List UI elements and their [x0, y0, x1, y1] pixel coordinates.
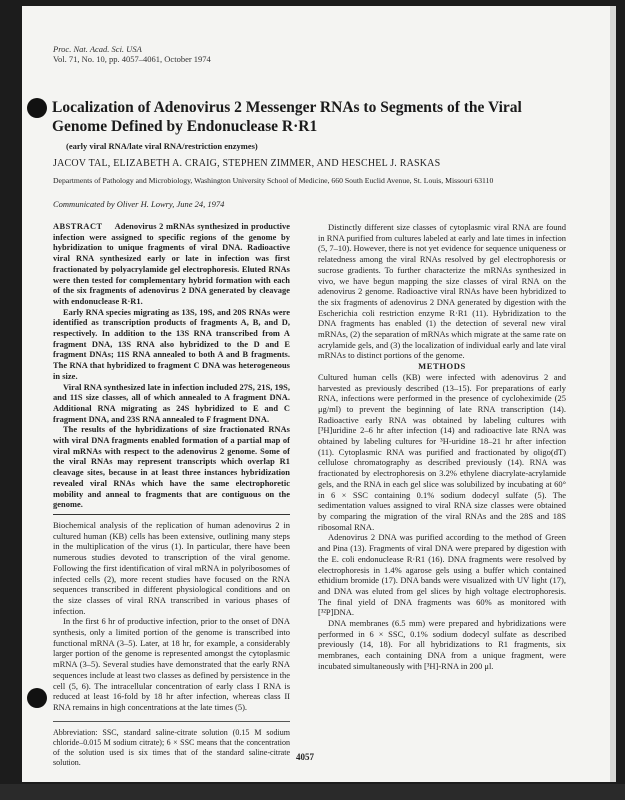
- methods-paragraph: Adenovirus 2 DNA was purified according to the method of Green and Pina (13). Fragments of viral DNA were prepared by digestion with the E. coli endonuclease R·R1 (16). DNA fragments were resolved by electrophoresis in 1.4% agarose gels using a buffer which contained ethidium bromide (17). DNA bands were visualized with UV light (17), and DNA was eluted from gel slices by high voltage electrophoresis. The final yield of DNA fragments was 60% as monitored with [³²P]DNA.: [318, 532, 566, 618]
- paper-title: Localization of Adenovirus 2 Messenger RNAs to Segments of the Viral Genome Defined by Endonuclease R·R1: [52, 99, 522, 135]
- punch-hole: [27, 688, 47, 708]
- left-column: [53, 222, 290, 768]
- punch-hole: [27, 98, 47, 118]
- abstract-divider: [53, 514, 290, 515]
- body-paragraph: Distinctly different size classes of cytoplasmic viral RNA are found in RNA purified from cultures labeled at early and late times in infection (5, 7–10). However, there is not yet evidence for sequence uniqueness or relatedness among the viral RNAs resolved by gel electrophoresis or sucrose gradients. To further characterize the mRNAs synthesized in vivo, we have begun mapping the size classes of viral RNA on the adenovirus 2 genome. Radioactive viral RNAs have been hybridized to the six fragments of adenovirus 2 DNA generated by digestion with the Escherichia coli restriction enzyme R·R1 (11). Hybridization to the DNA fragments has enabled (1) the detection of several new viral mRNAs, (2) the separation of mRNAs which migrate at the same rate on acrylamide gels, and (3) the localization of individual early and late viral mRNAs to distinct portions of the genome.: [318, 222, 566, 361]
- authors: JACOV TAL, ELIZABETH A. CRAIG, STEPHEN ZIMMER, AND HESCHEL J. RASKAS: [53, 158, 441, 169]
- body-paragraph: In the first 6 hr of productive infection, prior to the onset of DNA synthesis, only a limited portion of the genome is transcribed into functional mRNA (3–5). Later, at 18 hr, for example, a considerably larger portion of the genome is represented amongst the cytoplasmic mRNA (3–5). Several studies have demonstrated that the early RNA sequences include at least two classes as defined by persistence in the cell (5, 6). The intracellular concentration of early class I RNA is reduced at least 16-fold by 18 hr after infection, whereas class II RNA remains in high concentrations at the late times (5).: [53, 616, 290, 712]
- keywords: (early viral RNA/late viral RNA/restriction enzymes): [66, 141, 258, 151]
- methods-paragraph: Cultured human cells (KB) were infected with adenovirus 2 and harvested as previously described (13–15). For preparations of early RNA, infections were performed in the presence of cycloheximide (25 μg/ml) to prevent the beginning of late RNA transcription (14). Radioactive early RNA was obtained by labeling cultures with [³H]uridine 2–6 hr after infection (14) and radioactive late RNA was obtained by labeling cultures for ³H-uridine 18–21 hr after infection (11). Cytoplasmic RNA was purified and fractionated by oligo(dT) cellulose chromatography as described previously (14). RNA was fractionated by electrophoresis on 3.2% ethylene diacrylate-acrylamide gels, and the RNA in each gel slice was solubilized by incubating at 60° in 6 × SSC containing 0.1% sodium dodecyl sulfate (5). The sedimentation values assigned to viral RNA size classes were obtained by comparing the migration of the viral RNAs and the 28S and 18S ribosomal RNA.: [318, 371, 566, 532]
- abstract-paragraph: Viral RNA synthesized late in infection included 27S, 21S, 19S, and 11S size classes, all of which annealed to A fragment DNA. Additional RNA migrating as 24S hybridized to E and C fragment DNA, and 23S RNA annealed to F fragment DNA.: [53, 382, 290, 424]
- body-paragraph: Biochemical analysis of the replication of human adenovirus 2 in cultured human (KB) cells has been extensive, outlining many steps in the multiplication of the virus (1). In particular, there have been numerous studies devoted to transcription of the viral genome. Following the first identification of viral mRNA in polyribosomes of infected cells (2), more recent studies have focused on the RNA sequences transcribed in different physiological conditions and on the size classes of viral RNA transcribed in various phases of infection.: [53, 519, 290, 616]
- right-column: [318, 222, 566, 672]
- page-number: 4057: [296, 752, 314, 762]
- communicated-by: Communicated by Oliver H. Lowry, June 24, 1974: [53, 199, 225, 209]
- section-heading-methods: METHODS: [418, 361, 466, 372]
- abstract-paragraph: The results of the hybridizations of size fractionated RNAs with viral DNA fragments enabled formation of a partial map of viral mRNAs with respect to the adenovirus 2 genome. Some of the viral RNAs may represent transcripts which overlap R1 cleavage sites, because in at least three instances hybridization revealed viral RNAs which have the same electrophoretic mobility and anneal to fragments that are contiguous on the genome.: [53, 425, 290, 510]
- journal-volume: Vol. 71, No. 10, pp. 4057–4061, October 1974: [53, 54, 211, 64]
- footnote-divider: [53, 721, 290, 722]
- abstract: [53, 222, 290, 511]
- methods-paragraph: DNA membranes (6.5 mm) were prepared and hybridizations were performed in 6 × SSC, 0.1% sodium dodecyl sulfate as described previously (14, 18). For all hybridizations to R1 fragments, six membranes, each containing DNA from a unique fragment, were incubated simultaneously with [³H]-RNA in 200 μl.: [318, 618, 566, 671]
- abstract-paragraph: Adenovirus 2 mRNAs synthesized in productive infection were assigned to specific regions of the genome by hybridization to unique fragments of viral DNA. Radioactive viral RNA synthesized early or late in infection was first fractionated by polyacrylamide gel electrophoresis. Eluted RNAs were then tested for complementary hybrid formation with each of the six fragments of adenovirus 2 DNA generated by cleavage with endonuclease R·R1.: [53, 222, 290, 306]
- journal-name: Proc. Nat. Acad. Sci. USA: [53, 44, 142, 54]
- abstract-paragraph: Early RNA species migrating as 13S, 19S, and 20S RNAs were identified as transcription products of fragments A, B, and D, respectively. In addition to the 13S RNA transcribed from A fragment DNA, 13S RNA also hybridized to the D and E fragment DNAs; 11S RNA annealed to both A and B fragments. The RNA that hybridized to fragment C DNA was heterogeneous in size.: [53, 307, 290, 381]
- abstract-heading: ABSTRACT: [53, 222, 103, 231]
- affiliation: Departments of Pathology and Microbiology, Washington University School of Medicine, 660 South Euclid Avenue, St. Louis, Missouri 63110: [53, 176, 494, 185]
- journal-citation: [53, 44, 211, 64]
- scan-border: [0, 784, 625, 800]
- footnote: Abbreviation: SSC, standard saline-citrate solution (0.15 M sodium chloride–0.015 M sodium citrate); 6 × SSC means that the concentration of the solution used is six times that of the standard saline-citrate solution.: [53, 727, 290, 767]
